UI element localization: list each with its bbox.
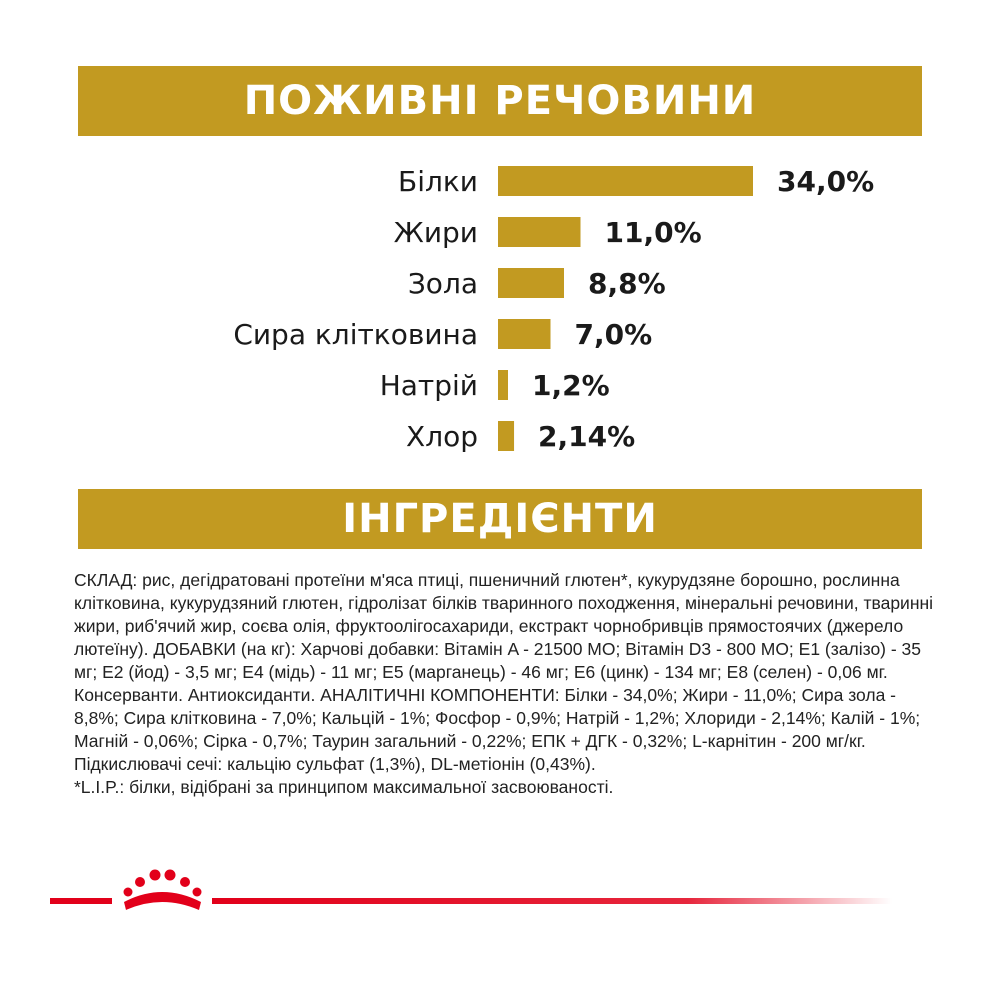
bar-0 bbox=[498, 166, 753, 196]
bar-value-3: 7,0% bbox=[574, 318, 653, 351]
bar-value-5: 2,14% bbox=[538, 420, 636, 453]
bar-label-2: Зола bbox=[407, 267, 478, 300]
bar-value-1: 11,0% bbox=[604, 216, 702, 249]
bar-4 bbox=[498, 370, 508, 400]
bar-1 bbox=[498, 217, 581, 247]
ingredients-banner bbox=[78, 489, 922, 549]
bar-2 bbox=[498, 268, 564, 298]
bar-value-0: 34,0% bbox=[777, 165, 875, 198]
bar-label-4: Натрій bbox=[379, 369, 478, 402]
ingredients-title: ІНГРЕДІЄНТИ bbox=[342, 496, 658, 542]
footer-line-right bbox=[212, 898, 892, 904]
bar-value-2: 8,8% bbox=[588, 267, 666, 300]
crown-icon bbox=[124, 870, 202, 911]
bar-3 bbox=[498, 319, 551, 349]
bar-label-0: Білки bbox=[398, 165, 478, 198]
ingredients-footnote: *L.I.P.: білки, відібрані за принципом максимальної засвоюваності. bbox=[74, 777, 614, 797]
nutrients-chart bbox=[0, 150, 1000, 470]
nutrients-banner bbox=[78, 66, 922, 136]
bar-label-3: Сира клітковина bbox=[233, 318, 478, 351]
bar-label-1: Жири bbox=[393, 216, 478, 249]
ingredients-composition: СКЛАД: рис, дегідратовані протеїни м'яса птиці, пшеничний глютен*, кукурудзяне борошно, рослинна клітковина, кукурудзяний глютен, гідролізат білків тваринного походження, мінеральні речовини, тваринні жири, риб'ячий жир, соєва олія, фруктоолігосахариди, екстракт чорнобривців прямостоячих (джерело лютеїну). ДОБАВКИ (на кг): Харчові добавки: Вітамін A - 21500 МО; Вітамін D3 - 800 МО; E1 (залізо) - 35 мг; E2 (йод) - 3,5 мг; E4 (мідь) - 11 мг; E5 (марганець) - 46 мг; E6 (цинк) - 134 мг; E8 (селен) - 0,06 мг. Консерванти. Антиоксиданти. АНАЛІТИЧНІ КОМПОНЕНТИ: Білки - 34,0%; Жири - 11,0%; Сира зола - 8,8%; Сира клітковина - 7,0%; Кальцій - 1%; Фосфор - 0,9%; Натрій - 1,2%; Хлориди - 2,14%; Калій - 1%; Магній - 0,06%; Сірка - 0,7%; Таурин загальний - 0,22%; ЕПК + ДГК - 0,32%; L-карнітин - 200 мг/кг. bbox=[74, 570, 934, 751]
ingredients-acidifiers: Підкислювачі сечі: кальцію сульфат (1,3%), DL-метіонін (0,43%). bbox=[74, 754, 596, 774]
nutrients-title: ПОЖИВНІ РЕЧОВИНИ bbox=[243, 78, 757, 124]
bar-value-4: 1,2% bbox=[532, 369, 610, 402]
ingredients-text bbox=[74, 569, 934, 799]
bar-label-5: Хлор bbox=[406, 420, 478, 453]
footer-line-left bbox=[50, 898, 112, 904]
brand-footer bbox=[0, 862, 1000, 922]
bar-5 bbox=[498, 421, 514, 451]
